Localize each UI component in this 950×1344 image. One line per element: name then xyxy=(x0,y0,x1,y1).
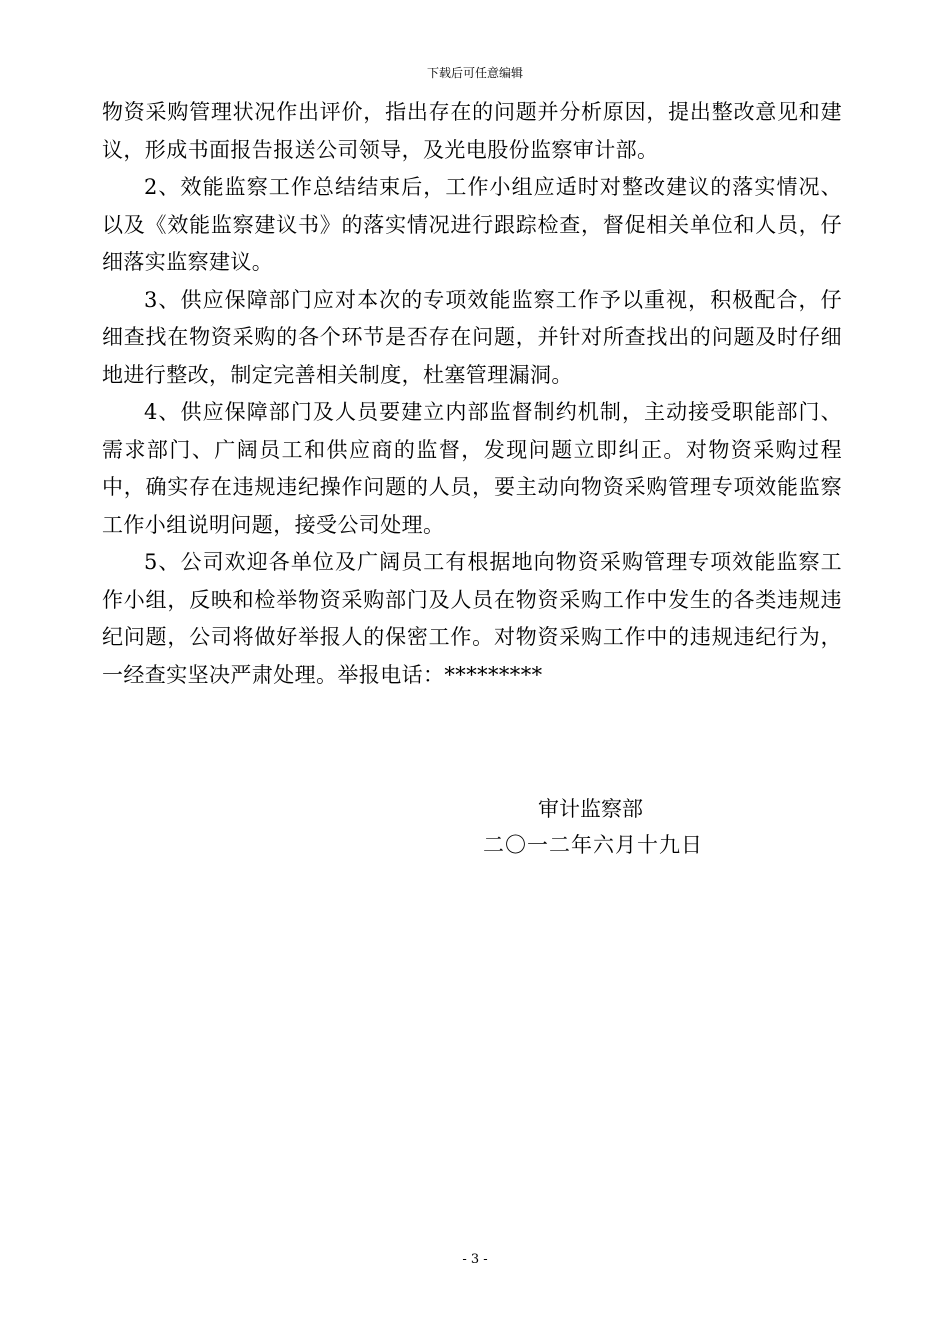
paragraph-item-4: 4、供应保障部门及人员要建立内部监督制约机制，主动接受职能部门、需求部门、广阔员工和供应商的监督，发现问题立即纠正。对物资采购过程中，确实存在违规违纪操作问题的人员，要主动向物资采购管理专项效能监察工作小组说明问题，接受公司处理。 xyxy=(102,400,842,537)
signature-date: 二〇一二年六月十九日 xyxy=(483,833,703,857)
document-body xyxy=(102,94,842,694)
signature-department: 审计监察部 xyxy=(538,797,643,821)
paragraph-item-2: 2、效能监察工作总结结束后，工作小组应适时对整改建议的落实情况、以及《效能监察建议书》的落实情况进行跟踪检查，督促相关单位和人员，仔细落实监察建议。 xyxy=(102,175,842,274)
page-header-note: 下载后可任意编辑 xyxy=(426,66,523,80)
page-number: - 3 - xyxy=(462,1252,488,1267)
paragraph-item-3: 3、供应保障部门应对本次的专项效能监察工作予以重视，积极配合，仔细查找在物资采购的各个环节是否存在问题，并针对所查找出的问题及时仔细地进行整改，制定完善相关制度，杜塞管理漏洞。 xyxy=(102,287,842,387)
paragraph-continuation: 物资采购管理状况作出评价，指出存在的问题并分析原因，提出整改意见和建议，形成书面报告报送公司领导，及光电股份监察审计部。 xyxy=(102,100,842,162)
paragraph-item-5: 5、公司欢迎各单位及广阔员工有根据地向物资采购管理专项效能监察工作小组，反映和检举物资采购部门及人员在物资采购工作中发生的各类违规违纪问题，公司将做好举报人的保密工作。对物资采购工作中的违规违纪行为，一经查实坚决严肃处理。举报电话：********* xyxy=(102,550,842,687)
